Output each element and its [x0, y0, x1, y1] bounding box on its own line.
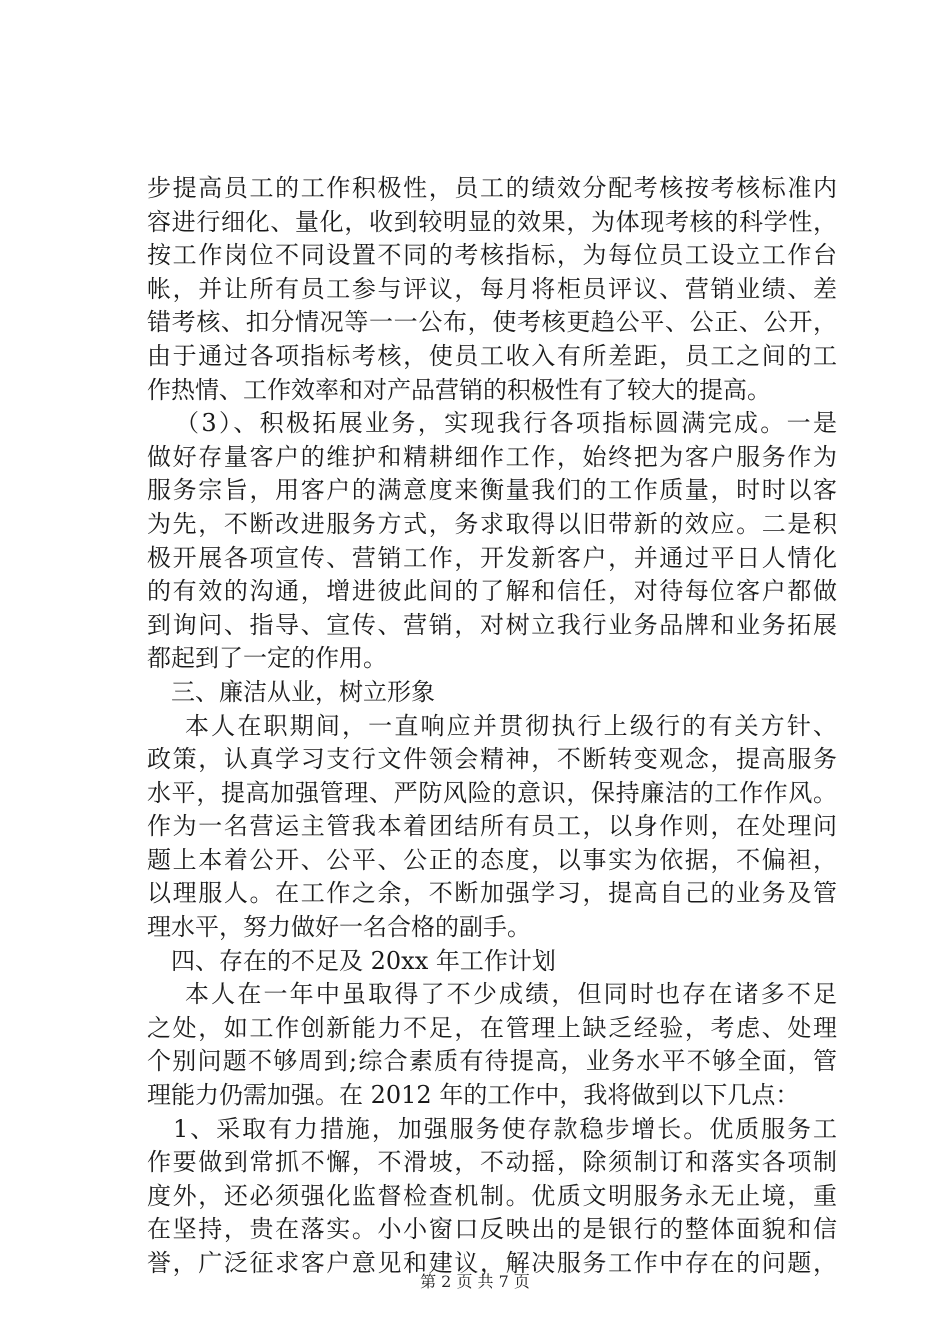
text-line: 以理服人。在工作之余，不断加强学习，提高自己的业务及管 [147, 879, 837, 908]
text-line: 的有效的沟通，增进彼此间的了解和信任，对待每位客户都做 [147, 577, 837, 606]
page-footer: 第 2 页 共 7 页 [420, 1272, 530, 1291]
text-line: 错考核、扣分情况等一一公布，使考核更趋公平、公正、公开， [147, 308, 837, 337]
text-line: 为先，不断改进服务方式，务求取得以旧带新的效应。二是积 [147, 509, 837, 538]
text-line: 作要做到常抓不懈，不滑坡，不动摇，除须制订和落实各项制 [147, 1148, 837, 1177]
text-line: 帐，并让所有员工参与评议，每月将柜员评议、营销业绩、差 [147, 274, 837, 303]
text-line: 理水平，努力做好一名合格的副手。 [147, 913, 531, 942]
text-line: 都起到了一定的作用。 [147, 644, 387, 673]
text-line: 在坚持，贵在落实。小小窗口反映出的是银行的整体面貌和信 [147, 1215, 837, 1244]
text-line: 极开展各项宣传、营销工作，开发新客户，并通过平日人情化 [147, 543, 837, 572]
text-line: （3）、积极拓展业务，实现我行各项指标圆满完成。一是 [175, 409, 837, 438]
text-line: 本人在职期间，一直响应并贯彻执行上级行的有关方针、 [185, 711, 837, 740]
text-line: 作热情、工作效率和对产品营销的积极性有了较大的提高。 [147, 375, 771, 404]
body-text [147, 172, 837, 1281]
text-line: 步提高员工的工作积极性，员工的绩效分配考核按考核标准内 [147, 174, 837, 202]
text-line: 个别问题不够周到;综合素质有待提高，业务水平不够全面，管 [147, 1047, 837, 1076]
text-line: 之处，如工作创新能力不足，在管理上缺乏经验，考虑、处理 [147, 1013, 837, 1042]
text-line: 到询问、指导、宣传、营销，对树立我行业务品牌和业务拓展 [147, 610, 837, 639]
text-line: 度外，还必须强化监督检查机制。优质文明服务永无止境，重 [147, 1181, 837, 1210]
text-line: 1、采取有力措施，加强服务使存款稳步增长。优质服务工 [173, 1114, 837, 1143]
text-line: 由于通过各项指标考核，使员工收入有所差距，员工之间的工 [147, 341, 837, 370]
text-line: 政策，认真学习支行文件领会精神，不断转变观念，提高服务 [147, 745, 837, 774]
text-line: 题上本着公开、公平、公正的态度，以事实为依据，不偏袒， [147, 845, 837, 874]
text-line: 水平，提高加强管理、严防风险的意识，保持廉洁的工作作风。 [147, 778, 837, 807]
text-line: 服务宗旨，用客户的满意度来衡量我们的工作质量，时时以客 [147, 476, 837, 505]
text-line: 四、存在的不足及 20xx 年工作计划 [171, 946, 556, 975]
text-line: 三、廉洁从业，树立形象 [171, 677, 435, 706]
text-line: 按工作岗位不同设置不同的考核指标，为每位员工设立工作台 [147, 241, 837, 270]
text-line: 誉，广泛征求客户意见和建议，解决服务工作中存在的问题， [147, 1249, 837, 1277]
text-line: 本人在一年中虽取得了不少成绩，但同时也存在诸多不足 [185, 980, 837, 1009]
text-line: 作为一名营运主管我本着团结所有员工，以身作则，在处理问 [147, 812, 837, 841]
text-line: 做好存量客户的维护和精耕细作工作，始终把为客户服务作为 [147, 442, 837, 471]
text-line: 理能力仍需加强。在 2012 年的工作中，我将做到以下几点： [147, 1081, 800, 1110]
text-line: 容进行细化、量化，收到较明显的效果，为体现考核的科学性， [147, 207, 837, 236]
